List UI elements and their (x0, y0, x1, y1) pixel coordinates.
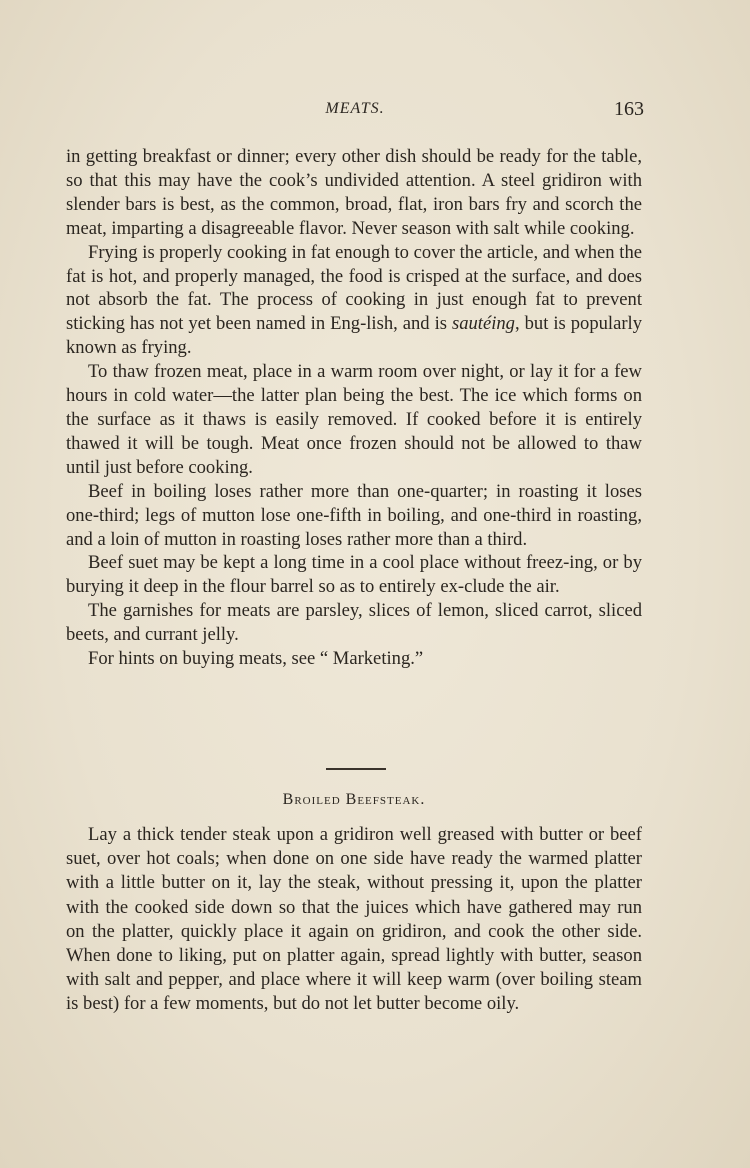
frying-text: Frying is properly cooking in fat enough to cover the article, and when the fat is hot, and properly managed, the food is crisped at the surface, and does not absorb the fat. The process of cooking in just enough fat to prevent sticking has not yet been named in Eng-lish, and is (66, 241, 642, 335)
paragraph-frying (66, 241, 642, 361)
frying-text-end: , but is popularly known as frying. (66, 313, 642, 359)
paragraph-loss: Beef in boiling loses rather more than one-quarter; in roasting it loses one-third; legs of mutton lose one-fifth in boiling, and one-third in roasting, and a loin of mutton in roasting loses rather more than a third. (66, 480, 642, 550)
paragraph-garnishes: The garnishes for meats are parsley, slices of lemon, sliced carrot, sliced beets, and currant jelly. (66, 600, 642, 646)
paragraph-suet: Beef suet may be kept a long time in a cool place without freez-ing, or by burying it deep in the flour barrel so as to entirely ex-clude the air. (66, 552, 642, 598)
paragraph-continuation: in getting breakfast or dinner; every other dish should be ready for the table, so that this may have the cook’s undivided attention. A steel gridiron with slender bars is best, as the common, broad, flat, iron bars fry and scorch the meat, imparting a disagreeable flavor. Never season with salt while cooking. (66, 146, 642, 239)
body-text (66, 145, 642, 671)
section-heading: Broiled Beefsteak. (282, 791, 426, 808)
page-number: 163 (614, 98, 644, 120)
paragraph-thaw: To thaw frozen meat, place in a warm room over night, or lay it for a few hours in cold water—the latter plan being the best. The ice which forms on the surface as it thaws is easily removed. If cooked before it is entirely thawed it will be tough. Meat once frozen should not be allowed to thaw until just before cooking. (66, 361, 642, 478)
running-head (66, 100, 644, 128)
section-divider (326, 768, 386, 770)
sauteing-term: sautéing (451, 313, 515, 335)
paragraph-hints: For hints on buying meats, see “ Marketing.” (88, 648, 424, 670)
recipe-text (66, 823, 642, 1017)
recipe-paragraph: Lay a thick tender steak upon a gridiron well greased with butter or beef suet, over hot coals; when done on one side have ready the warmed platter with a little butter on it, lay the steak, without pressing it, upon the platter with the cooked side down so that the juices which have gathered may run on the platter, quickly place it again on gridiron, and cook the other side. When done to liking, put on platter again, spread lightly with butter, season with salt and pepper, and place where it will keep warm (over boiling steam is best) for a few moments, but do not let butter become oily. (66, 824, 642, 1015)
running-title: MEATS. (325, 100, 385, 117)
